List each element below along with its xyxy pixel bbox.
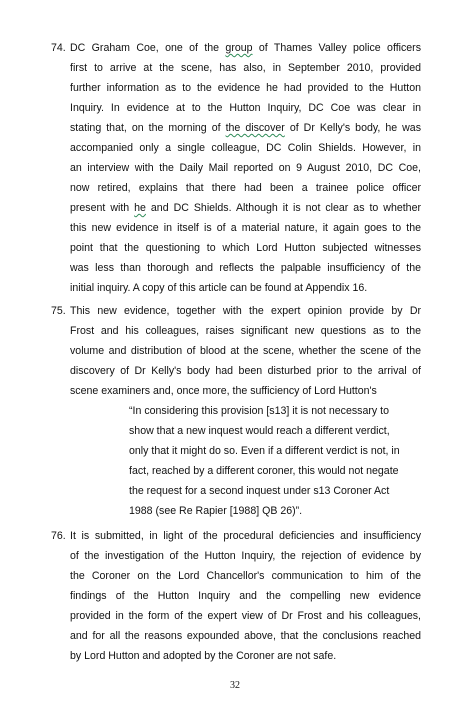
- paragraph-number: 76.: [51, 530, 66, 542]
- page-number: 32: [230, 680, 240, 691]
- paragraph-line: first to arrive at the scene, has also, in September 2010, provided: [70, 62, 421, 74]
- paragraph-number: 75.: [51, 305, 66, 317]
- paragraph-line: by Lord Hutton and adopted by the Coroner are not safe.: [70, 650, 337, 662]
- paragraph-line: Inquiry. In evidence at to the Hutton Inquiry, DC Coe was clear in: [70, 102, 421, 114]
- grammar-flagged-word: he: [134, 202, 146, 214]
- quote-line: show that a new inquest would reach a different verdict,: [129, 425, 390, 437]
- paragraph-number: 74.: [51, 42, 66, 54]
- quote-line: only that it might do so. Even if a different verdict is not, in: [129, 445, 400, 457]
- quote-line: “In considering this provision [s13] it is not necessary to: [129, 405, 389, 417]
- paragraph-line: DC Graham Coe, one of the group of Thames Valley police officers: [70, 42, 422, 54]
- paragraph-line: further information as to the evidence he had provided to the Hutton: [70, 82, 421, 94]
- paragraph-line: an interview with the Daily Mail reported on 9 August 2010, DC Coe,: [70, 162, 421, 174]
- paragraph-line: volume and distribution of blood at the scene, whether the scene of the: [70, 345, 421, 357]
- paragraph-line: of the investigation of the Hutton Inquiry, the rejection of evidence by: [70, 550, 421, 562]
- paragraph-line: It is submitted, in light of the procedural deficiencies and insufficiency: [70, 530, 421, 542]
- quote-line: fact, reached by a different coroner, this would not negate: [129, 465, 399, 477]
- paragraph-line: was less than thorough and reflects the palpable insufficiency of the: [70, 262, 421, 274]
- paragraph-line: stating that, on the morning of the discover of Dr Kelly's body, he was: [70, 122, 421, 134]
- quote-line: the request for a second inquest under s13 Coroner Act: [129, 485, 390, 497]
- paragraph-line: scene examiners and, once more, the sufficiency of Lord Hutton's: [70, 385, 377, 397]
- paragraph-line: present with he and DC Shields. Although it is not clear as to whether: [70, 202, 421, 214]
- paragraph-line: initial inquiry. A copy of this article can be found at Appendix 16.: [70, 282, 368, 294]
- paragraph-line: point that the questioning to which Lord Hutton subjected witnesses: [70, 242, 421, 254]
- paragraph-line: findings of the Hutton Inquiry and the compelling new evidence: [70, 590, 421, 602]
- grammar-flagged-word: the discover: [225, 122, 285, 134]
- grammar-flagged-word: group: [225, 42, 253, 54]
- paragraph-line: the Coroner on the Lord Chancellor's communication to him of the: [70, 570, 421, 582]
- paragraph-line: This new evidence, together with the expert opinion provide by Dr: [70, 305, 421, 317]
- paragraph-line: Frost and his colleagues, raises significant new questions as to the: [70, 325, 421, 337]
- paragraph-line: now retired, explains that there had been a trainee police officer: [70, 182, 421, 194]
- paragraph-line: this new evidence in itself is of a material nature, it again goes to the: [70, 222, 421, 234]
- paragraph-line: discovery of Dr Kelly's body had been disturbed prior to the arrival of: [70, 365, 421, 377]
- paragraph-line: and for all the reasons expounded above, that the conclusions reached: [70, 630, 421, 642]
- quote-line: 1988 (see Re Rapier [1988] QB 26)”.: [129, 505, 303, 517]
- paragraph-line: accompanied only a single colleague, DC Colin Shields. However, in: [70, 142, 421, 154]
- paragraph-line: provided in the form of the expert view of Dr Frost and his colleagues,: [70, 610, 421, 622]
